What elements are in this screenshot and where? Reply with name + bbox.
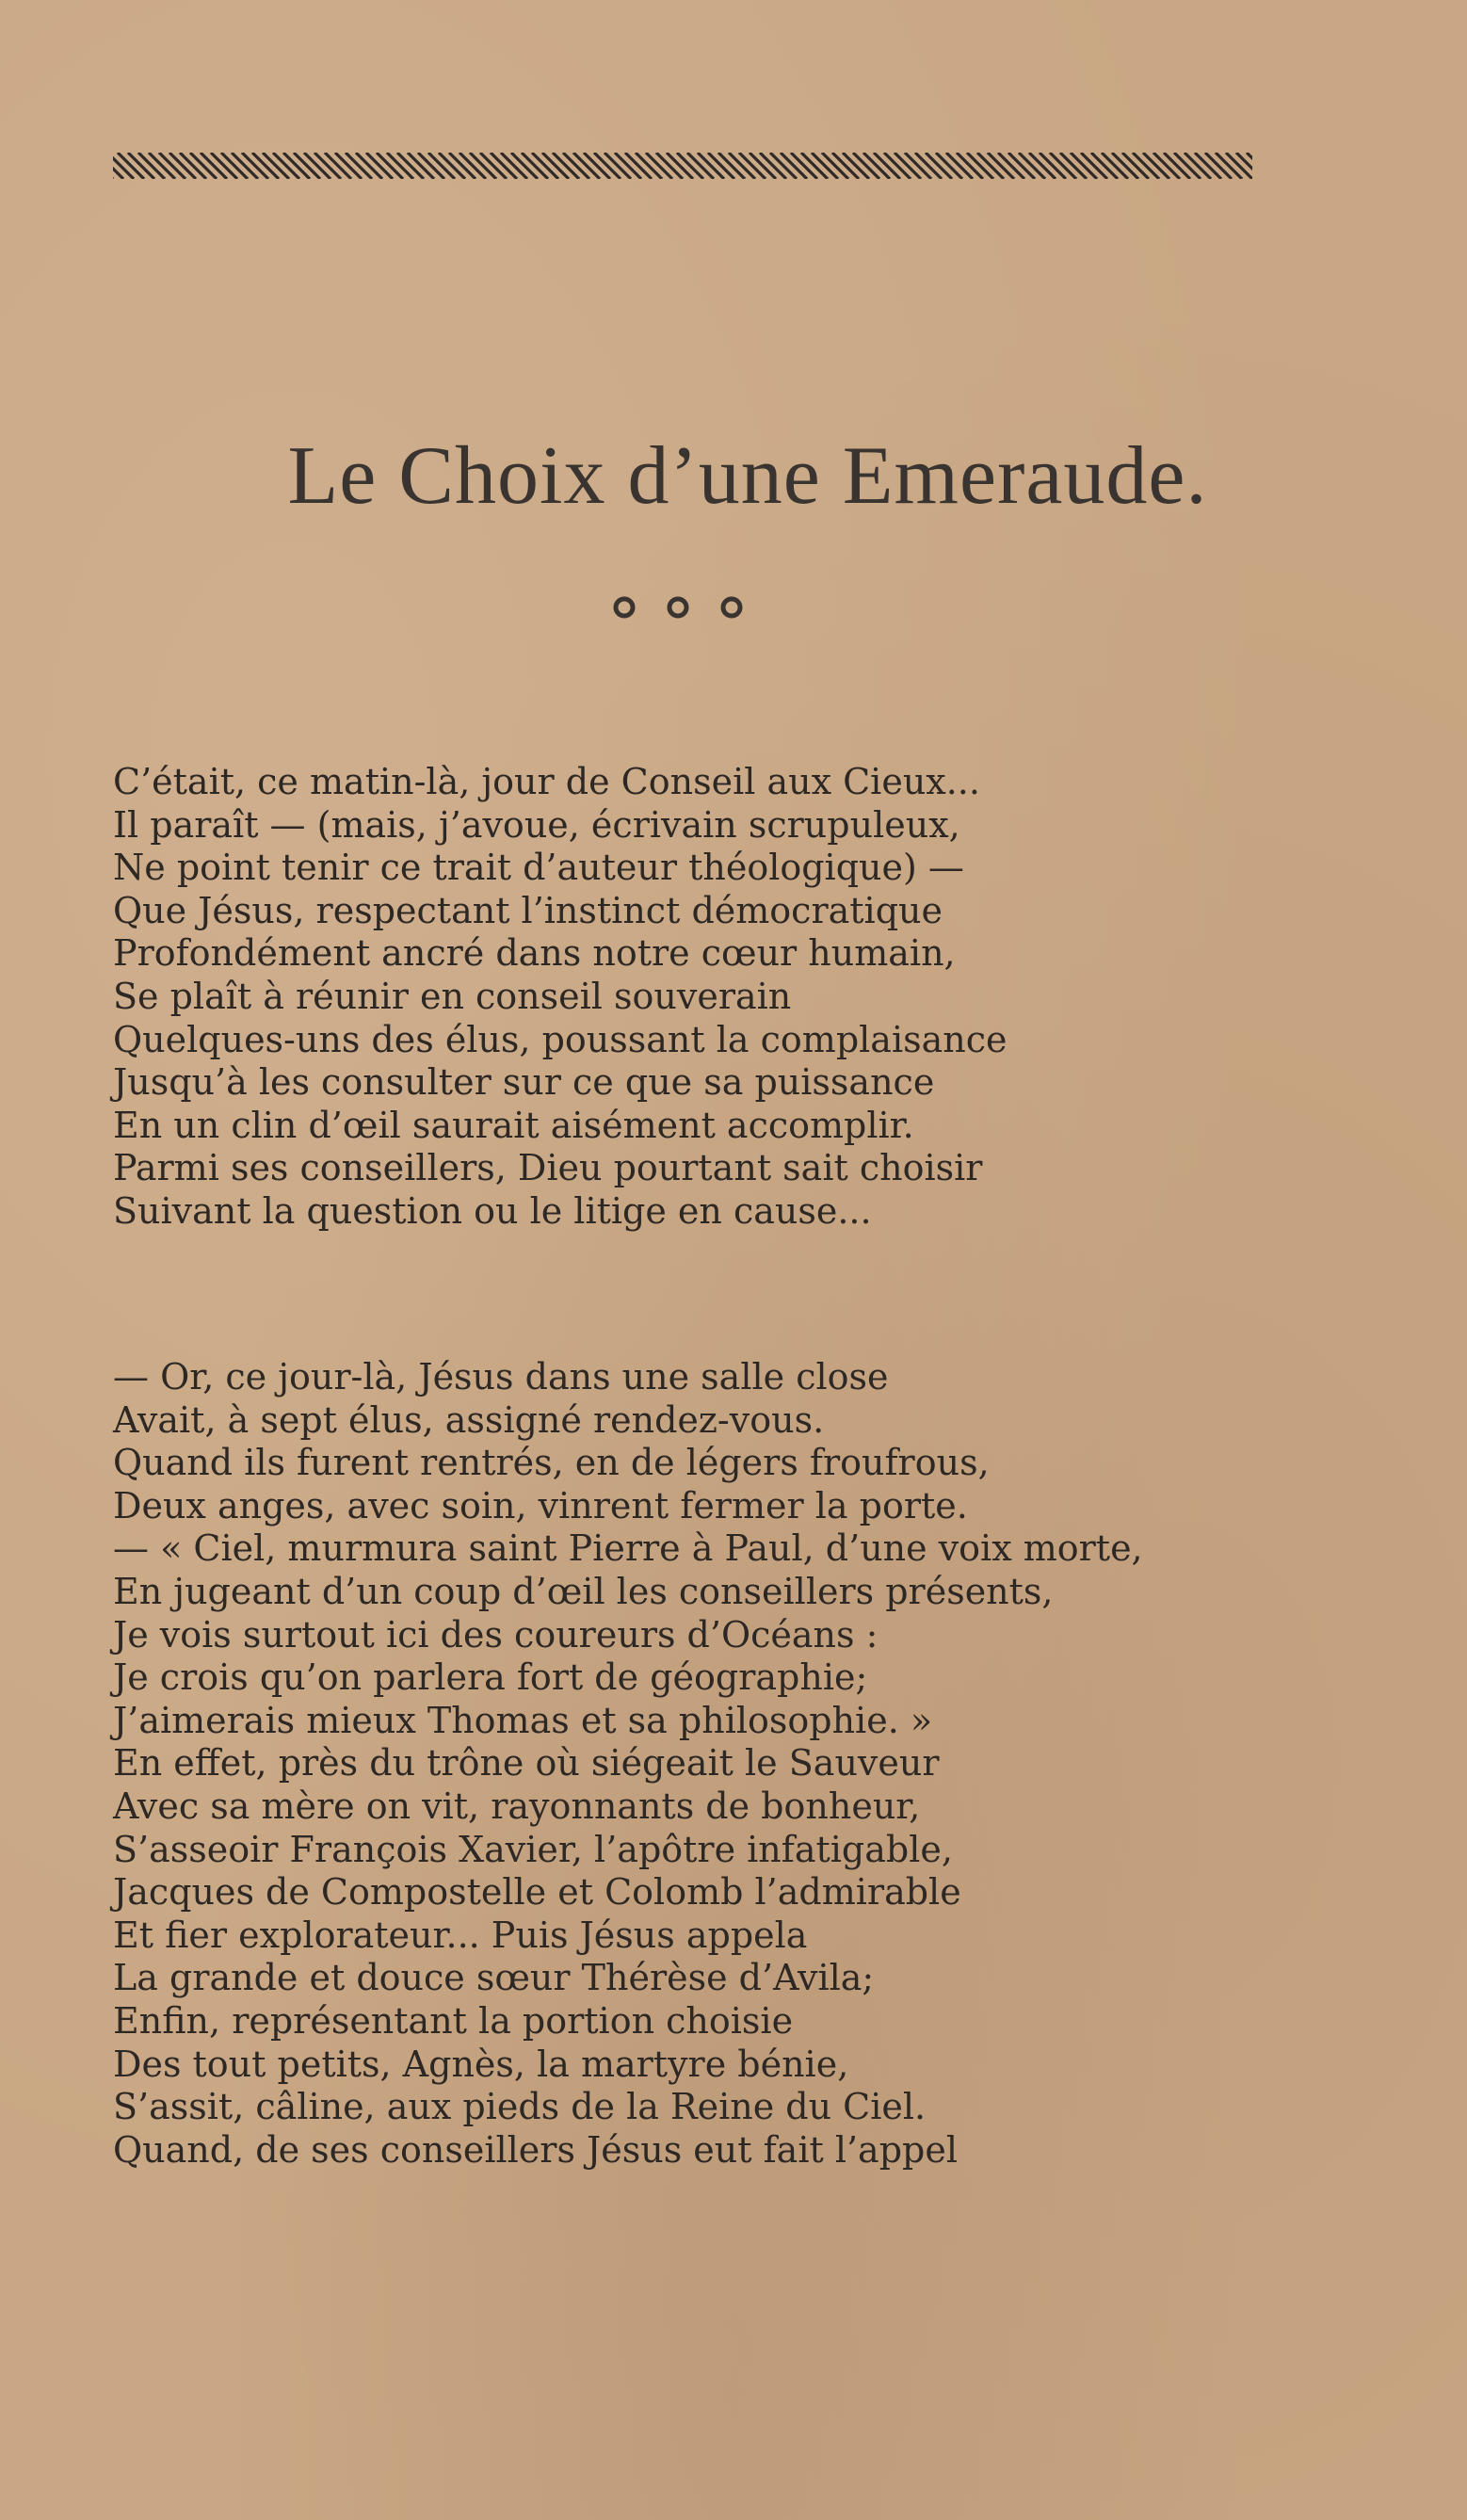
poem-line: En jugeant d’un coup d’œil les conseillers présents, bbox=[113, 1570, 1054, 1612]
poem-line: — Or, ce jour-là, Jésus dans une salle close bbox=[113, 1356, 889, 1397]
poem-line: Jacques de Compostelle et Colomb l’admirable bbox=[113, 1871, 961, 1914]
three-circles-ornament-icon bbox=[607, 593, 749, 622]
poem-line: Quand ils furent rentrés, en de légers froufrous, bbox=[113, 1442, 990, 1484]
poem-line: S’assit, câline, aux pieds de la Reine du Ciel. bbox=[113, 2086, 927, 2128]
poem-line: Des tout petits, Agnès, la martyre bénie, bbox=[113, 2043, 849, 2085]
stanza-1 bbox=[113, 761, 1337, 1234]
stanza-2 bbox=[113, 1356, 1337, 2172]
poem-line: Parmi ses conseillers, Dieu pourtant sait choisir bbox=[113, 1147, 983, 1189]
poem-line: En un clin d’œil saurait aisément accomplir. bbox=[113, 1104, 914, 1146]
poem-line: Ne point tenir ce trait d’auteur théologique) — bbox=[113, 847, 964, 889]
poem-line: Je vois surtout ici des coureurs d’Océans : bbox=[113, 1613, 879, 1656]
poem-line: Jusqu’à les consulter sur ce que sa puissance bbox=[113, 1061, 935, 1104]
poem-line: La grande et douce sœur Thérèse d’Avila; bbox=[113, 1957, 875, 1999]
page-title: Le Choix d’une Emeraude. bbox=[287, 430, 1208, 522]
poem-line: Avait, à sept élus, assigné rendez-vous. bbox=[113, 1398, 825, 1441]
hatched-band-ornament-icon bbox=[113, 153, 1252, 179]
poem-line: S’asseoir François Xavier, l’apôtre infatigable, bbox=[113, 1828, 953, 1870]
poem-line: Quand, de ses conseillers Jésus eut fait l’appel bbox=[113, 2128, 959, 2171]
poem-line: C’était, ce matin-là, jour de Conseil aux Cieux... bbox=[113, 761, 980, 802]
poem-line: En effet, près du trône où siégeait le Sauveur bbox=[113, 1742, 940, 1785]
poem-line: — « Ciel, murmura saint Pierre à Paul, d’une voix morte, bbox=[113, 1527, 1143, 1570]
poem-line: Que Jésus, respectant l’instinct démocratique bbox=[113, 889, 943, 931]
poem-line: Profondément ancré dans notre cœur humain, bbox=[113, 932, 956, 975]
poem-line: Quelques-uns des élus, poussant la complaisance bbox=[113, 1018, 1008, 1060]
poem-line: Se plaît à réunir en conseil souverain bbox=[113, 975, 792, 1017]
poem-line: Il paraît — (mais, j’avoue, écrivain scrupuleux, bbox=[113, 803, 960, 846]
poem-line: J’aimerais mieux Thomas et sa philosophie. » bbox=[113, 1699, 933, 1741]
poem-line: Enfin, représentant la portion choisie bbox=[113, 1999, 794, 2042]
poem-line: Et fier explorateur... Puis Jésus appela bbox=[113, 1914, 808, 1956]
poem-line: Deux anges, avec soin, vinrent fermer la porte. bbox=[113, 1484, 968, 1527]
poem-line: Je crois qu’on parlera fort de géographie; bbox=[113, 1656, 868, 1699]
poem-line: Avec sa mère on vit, rayonnants de bonheur, bbox=[113, 1785, 921, 1827]
poem-line: Suivant la question ou le litige en cause... bbox=[113, 1189, 872, 1232]
